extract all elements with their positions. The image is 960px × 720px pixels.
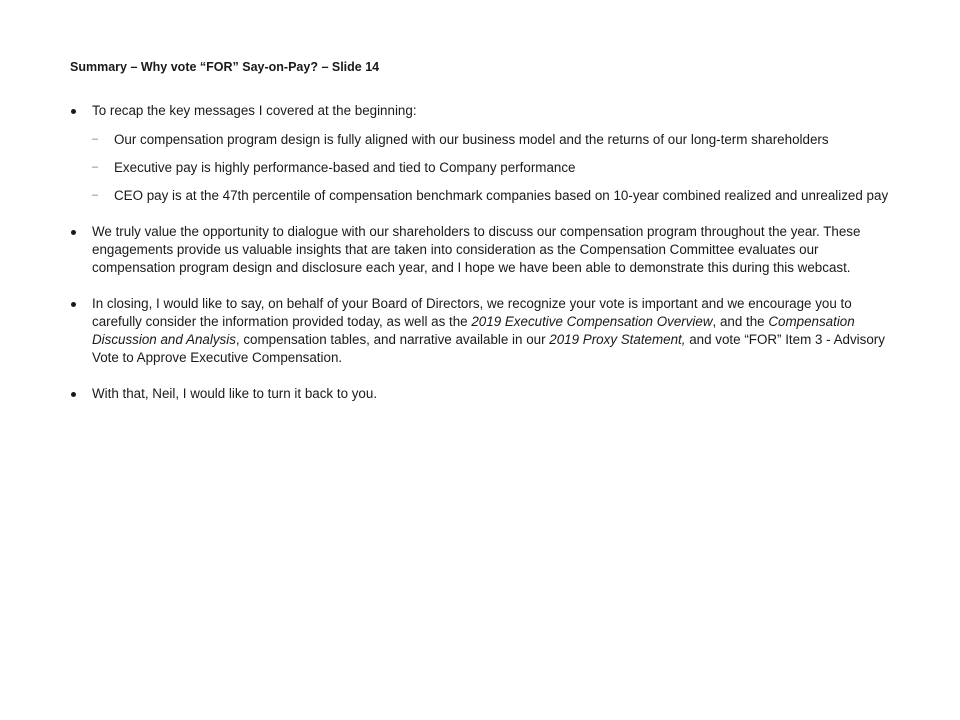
bullet-engagement: We truly value the opportunity to dialogue with our shareholders to discuss our compensation program throughout the year. These engagements provide us valuable insights that are taken into consideration as the Compensation Committee evaluates our compensation program design and disclosure each year, and I hope we have been able to demonstrate this during this webcast. <box>70 223 890 277</box>
bullet-recap <box>70 102 890 205</box>
closing-text-3: , compensation tables, and narrative available in our <box>235 332 550 347</box>
closing-text-4: and vote “FOR” Item 3 - Advisory Vote to Approve Executive Compensation. <box>92 332 885 365</box>
sub-bullet-list <box>92 131 890 205</box>
bullet-text: To recap the key messages I covered at the beginning: <box>92 103 417 118</box>
sub-bullet-performance: – Executive pay is highly performance-based and tied to Company performance <box>92 159 890 177</box>
bullet-handoff: With that, Neil, I would like to turn it back to you. <box>70 385 890 403</box>
sub-bullet-ceo-pay: – CEO pay is at the 47th percentile of compensation benchmark companies based on 10-year combined realized and unrealized pay <box>92 187 890 205</box>
sub-bullet-alignment: – Our compensation program design is fully aligned with our business model and the returns of our long-term shareholders <box>92 131 890 149</box>
bullet-closing <box>70 295 890 367</box>
closing-proxy-title: 2019 Proxy Statement, <box>549 332 686 347</box>
closing-text-2: , and the <box>712 314 769 329</box>
bullet-list <box>70 102 890 403</box>
closing-overview-title: 2019 Executive Compensation Overview <box>471 314 713 329</box>
closing-text-1: In closing, I would like to say, on behalf of your Board of Directors, we recognize your vote is important and we encourage you to carefully consider the information provided today, as well as the <box>92 296 852 329</box>
page-title: Summary – Why vote “FOR” Say-on-Pay? – Slide 14 <box>70 60 380 74</box>
closing-cda-title: Compensation Discussion and Analysis <box>92 314 855 347</box>
document-page <box>70 60 890 403</box>
